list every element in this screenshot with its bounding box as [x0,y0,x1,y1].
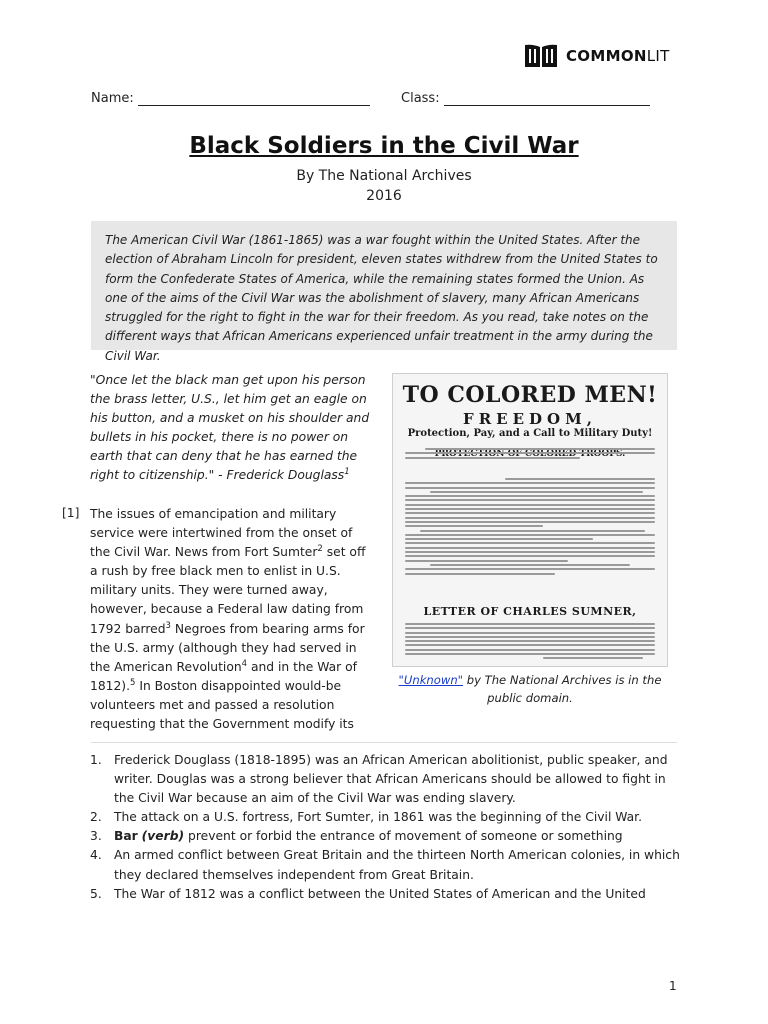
recruitment-poster-image [392,373,668,667]
paragraph-number: [1] [62,506,80,520]
footnote-ref[interactable]: 4 [241,658,248,669]
poster-text-block [405,448,655,461]
author: By The National Archives [296,168,472,184]
footnote-ref[interactable]: 1 [344,467,350,478]
poster-text-block [405,478,655,577]
open-book-icon [524,43,558,69]
vocab-term: Bar [114,829,138,844]
footnote-item: 1. Frederick Douglass (1818-1895) was an African American abolitionist, public speaker, and writer. Douglas was a strong believer that African Americans should be allowed to fight in the Civil War because an aim of the Civil War was ending slavery. [90,753,668,806]
brand-name: COMMONLIT [566,47,670,65]
footnote-item: 3. Bar (verb) prevent or forbid the entrance of movement of someone or something [90,829,623,844]
name-class-row [91,91,681,106]
poster-headline: TO COLORED MEN! [402,382,658,408]
part-of-speech: (verb) [141,829,185,844]
footnote-ref[interactable]: 5 [130,677,136,688]
class-blank[interactable] [444,93,650,106]
footnote-item: 4. An armed conflict between Great Britain and the thirteen North American colonies, in which they declared themselves independent from Great Britain. [90,848,680,882]
byline [0,166,768,206]
commonlit-logo [524,43,670,69]
poster-tagline: Protection, Pay, and a Call to Military Duty! [407,428,653,439]
paragraph-1: The issues of emancipation and military service were intertwined from the onset of the Civil War. News from Fort Sumter$^2$ set off a rush by free black men to enlist in U.S. military units. They were turned away, however, because a Federal law dating from 1792 barred$^3$ Negroes from bearing arms for the U.S. army (although they had served in the American Revolution$^4$ and in the War of 1812).$^5$ In Boston disappointed would-be volunteers met and passed a resolution requesting that the Government modify its [90,507,366,732]
name-field[interactable] [91,91,401,106]
year: 2016 [366,188,402,204]
class-label: Class: [401,91,440,106]
name-label: Name: [91,91,134,106]
footnote-ref[interactable]: 3 [165,620,171,631]
image-caption: "Unknown" by The National Archives is in the public domain. [398,673,662,705]
image-source-link[interactable]: "Unknown" [398,673,464,687]
intro-box [91,221,677,363]
class-field[interactable] [401,91,650,106]
footnote-divider [91,742,677,743]
footnote-ref[interactable]: 2 [317,544,323,555]
page-title: Black Soldiers in the Civil War [189,133,579,159]
poster-letter-heading: LETTER OF CHARLES SUMNER, [423,605,637,618]
footnote-item: 2. The attack on a U.S. fortress, Fort Sumter, in 1861 was the beginning of the Civil War. [90,810,643,825]
footnote-item: 5. The War of 1812 was a conflict between the United States of American and the United [90,886,646,901]
footnotes-list [90,751,680,904]
intro-text: The American Civil War (1861-1865) was a war fought within the United States. After the election of Abraham Lincoln for president, eleven states withdrew from the United States to form the Confederate States of America, while the remaining states formed the Union. As one of the aims of the Civil War was the abolishment of slavery, many African Americans struggled for the right to fight in the war for their freedom. As you read, take notes on the different ways that African Americans experienced unfair treatment in the army during the Civil War. [105,233,658,363]
page-number: 1 [669,979,677,993]
name-blank[interactable] [138,93,370,106]
poster-subhead: FREEDOM, [463,410,597,428]
poster-text-block [405,623,655,662]
epigraph-quote: "Once let the black man get upon his person the brass letter, U.S., let him get an eagle on his button, and a musket on his shoulder and bullets in his pocket, there is no power on earth that can deny that he has earned the right to citizenship." - Frederick Douglass$^1$ [90,373,370,483]
